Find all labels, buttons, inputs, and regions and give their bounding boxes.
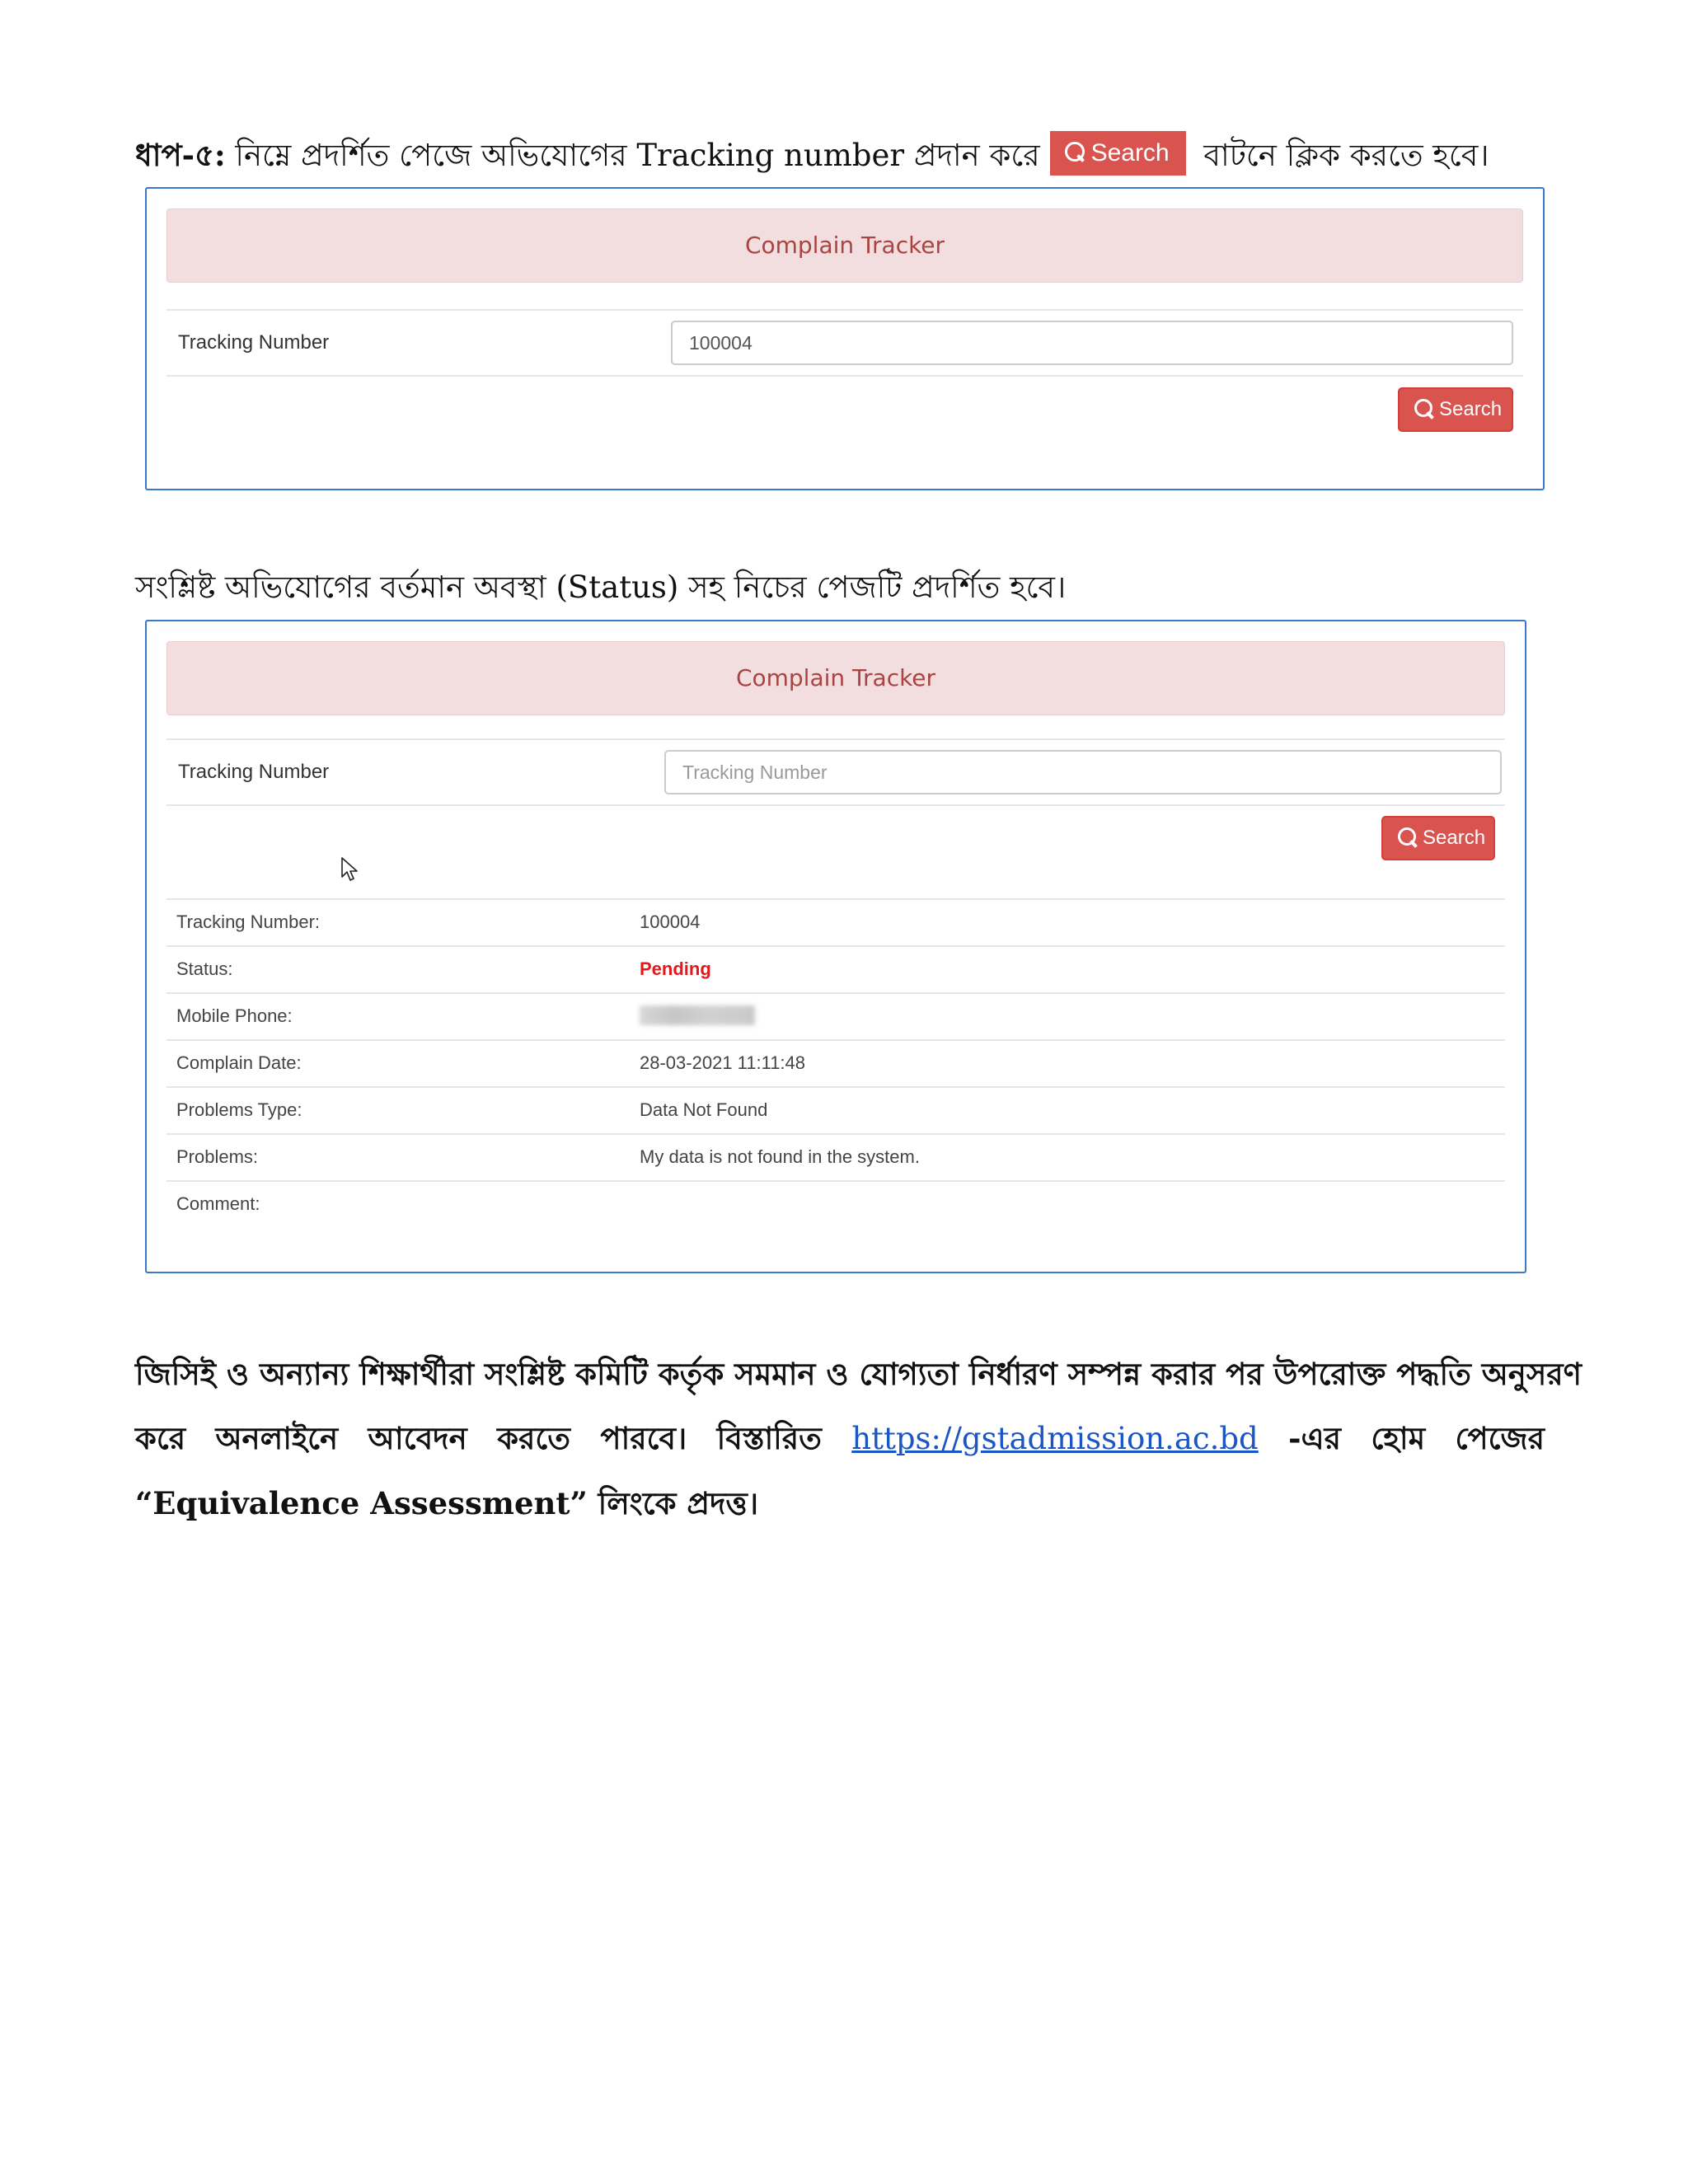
tracking-number-input[interactable]: Tracking Number: [664, 750, 1502, 794]
search-button-label: Search: [1423, 827, 1486, 849]
detail-row-tracking-number: [166, 898, 1505, 945]
search-icon: [1065, 142, 1085, 162]
detail-row-problems-type: [166, 1086, 1505, 1133]
gstadmission-link[interactable]: https://gstadmission.ac.bd: [851, 1421, 1259, 1456]
detail-row-mobile-phone: [166, 992, 1505, 1039]
detail-value: 100004: [640, 912, 701, 932]
search-button[interactable]: [1381, 816, 1495, 860]
panel-title: Complain Tracker: [166, 641, 1505, 715]
panel-title: Complain Tracker: [166, 209, 1523, 283]
inline-search-label: Search: [1090, 138, 1170, 166]
detail-row-status: [166, 945, 1505, 992]
step-text-before: নিম্নে প্রদর্শিত পেজে অভিযোগের Tracking number প্রদান করে: [225, 138, 1040, 173]
paragraph-line-1: জিসিই ও অন্যান্য শিক্ষার্থীরা সংশ্লিষ্ট কমিটি কর্তৃক সমমান ও যোগ্যতা নির্ধারণ সম্পন্ন করার পর উপরোক্ত পদ্ধতি অনুসরণ: [135, 1356, 1582, 1392]
search-icon: [1398, 827, 1416, 846]
detail-row-comment: [166, 1180, 1505, 1227]
tracking-number-row: [166, 309, 1523, 377]
inline-search-button-image: [1050, 131, 1186, 176]
detail-row-problems: [166, 1133, 1505, 1180]
complain-tracker-panel-input: [145, 187, 1545, 490]
step-label: ধাপ-৫:: [135, 137, 226, 173]
status-description: সংশ্লিষ্ট অভিযোগের বর্তমান অবস্থা (Status) সহ নিচের পেজটি প্রদর্শিত হবে।: [135, 569, 1067, 605]
detail-row-complain-date: [166, 1039, 1505, 1086]
step-text-after: বাটনে ক্লিক করতে হবে।: [1193, 138, 1489, 173]
paragraph-text: -এর হোম পেজের: [1258, 1420, 1545, 1456]
paragraph-line-2: [135, 1406, 1545, 1471]
equivalence-paragraph: [135, 1342, 1582, 1535]
search-button[interactable]: [1398, 387, 1513, 432]
search-icon: [1414, 399, 1432, 417]
search-button-label: Search: [1439, 398, 1503, 420]
paragraph-text: করে অনলাইনে আবেদন করতে পারবে। বিস্তারিত: [135, 1420, 852, 1456]
paragraph-line-3: “Equivalence Assessment” লিংকে প্রদত্ত।: [135, 1485, 759, 1521]
tracking-number-row: [166, 738, 1505, 806]
tracking-number-label: Tracking Number: [178, 331, 330, 354]
detail-key: Problems Type:: [176, 1099, 302, 1120]
detail-key: Status:: [176, 958, 233, 979]
detail-key: Mobile Phone:: [176, 1005, 293, 1026]
detail-key: Comment:: [176, 1193, 260, 1214]
tracking-number-input[interactable]: 100004: [671, 321, 1513, 365]
step-instruction: [135, 122, 1553, 188]
detail-key: Tracking Number:: [176, 912, 321, 932]
detail-key: Complain Date:: [176, 1052, 302, 1073]
complaint-details-table: [166, 898, 1505, 1227]
detail-value: 28-03-2021 11:11:48: [640, 1052, 806, 1073]
detail-key: Problems:: [176, 1146, 259, 1167]
mobile-phone-value-blurred: [640, 994, 755, 1038]
blurred-redaction: [640, 1005, 755, 1025]
detail-value: Data Not Found: [640, 1099, 768, 1120]
detail-value: My data is not found in the system.: [640, 1146, 920, 1167]
status-value: Pending: [640, 958, 711, 979]
tracking-number-label: Tracking Number: [178, 761, 330, 783]
complain-tracker-panel-result: [145, 620, 1526, 1273]
